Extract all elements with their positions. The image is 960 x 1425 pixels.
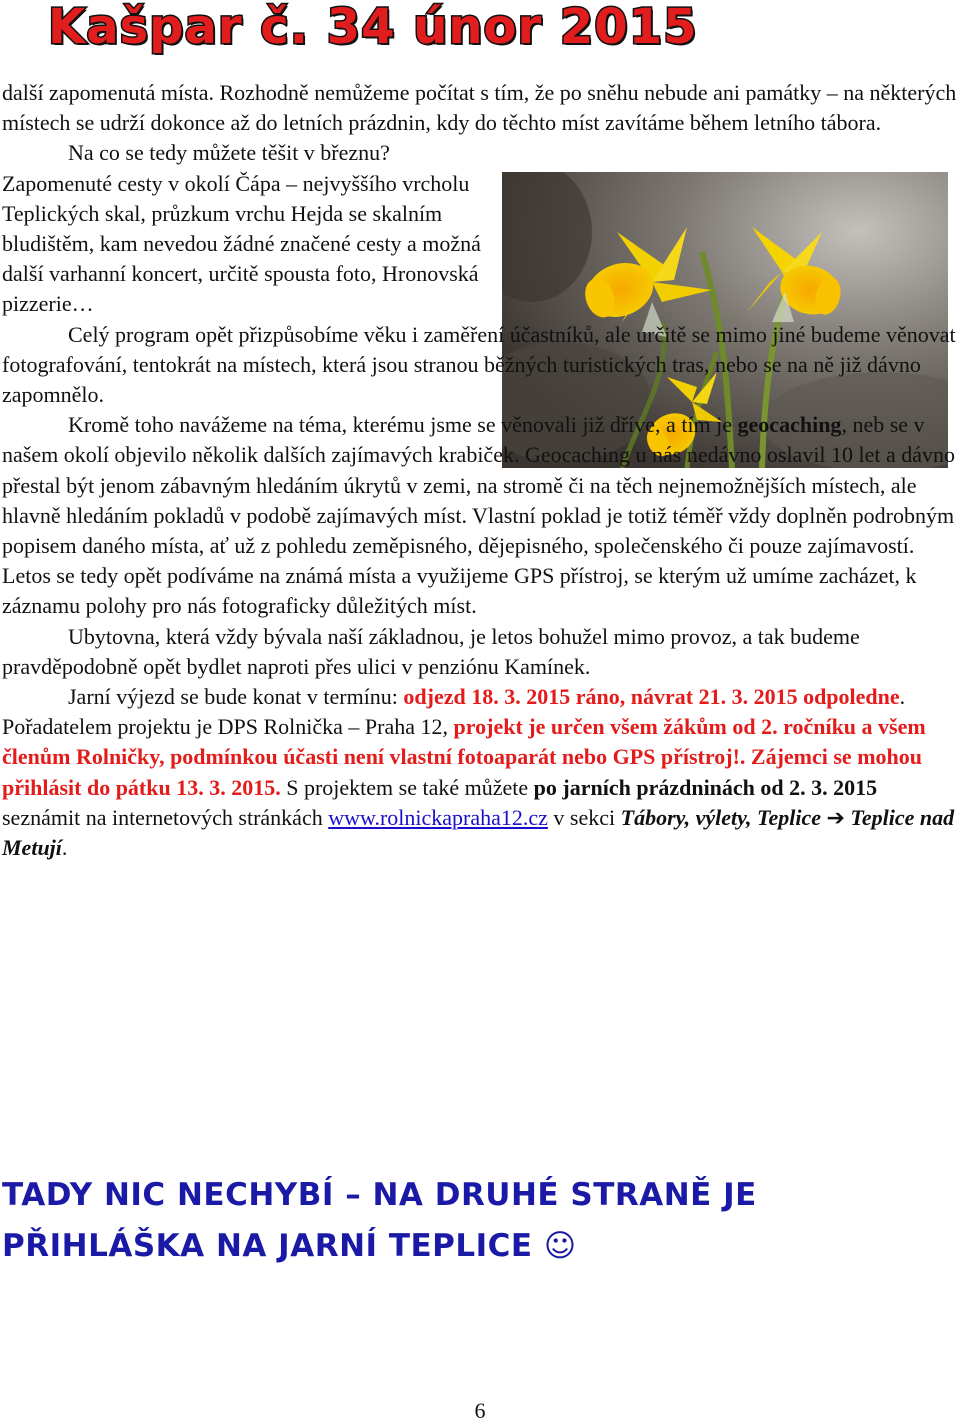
paragraph-program: [2, 320, 960, 411]
article-body: [2, 78, 960, 863]
paragraph-accommodation: Ubytovna, která vždy bývala naší základnou, je letos bohužel mimo provoz, a tak budeme pravděpodobně opět bydlet naproti přes ulici v penziónu Kamínek.: [2, 623, 860, 679]
dates-intro: Jarní výjezd se bude konat v termínu:: [68, 684, 404, 710]
section-subpath: Teplice nad Metují: [2, 804, 955, 861]
arrow-right-icon: ➔: [820, 804, 851, 830]
promo-line-1: TADY NIC NECHYBÍ – NA DRUHÉ STRANĚ JE: [2, 1177, 757, 1213]
project-text: S projektem se také můžete: [280, 774, 534, 800]
website-link[interactable]: www.rolnickapraha12.cz: [328, 804, 548, 830]
paragraph-continuation: další zapomenutá místa. Rozhodně nemůžeme počítat s tím, že po sněhu nebude ani památky – na některých místech se udrží dokonce až do letních prázdnin, kdy do těchto míst zavítáme během letního tábora.: [2, 80, 957, 136]
section-intro: v sekci: [547, 804, 621, 830]
paragraph-geocaching: [2, 410, 960, 621]
website-intro: seznámit na internetových stránkách: [2, 804, 329, 830]
geocaching-text: , neb se v našem okolí objevilo několik dalších zajímavých krabiček. Geocaching u nás nedávno oslavil 10 let a dávno přestal být jenom zábavným hledáním úkrytů v zemi, na stromě či na těch nejnemožnějších místech, ale hlavně hledáním pokladů v podobě zajímavých míst. Vlastní poklad je totiž téměř vždy doplněn podrobným popisem daného místa, ať už z pohledu zeměpisného, dějepisného, společenského či pouze zajímavostí. Letos se tedy opět podíváme na známá místa a využijeme GPS přístroj, se kterým už umíme zacházet, k záznamu polohy pro nás fotograficky důležitých míst.: [2, 412, 956, 619]
application-promo: [2, 1170, 960, 1272]
geocaching-keyword: geocaching: [737, 412, 842, 438]
trip-dates: odjezd 18. 3. 2015 ráno, návrat 21. 3. 2015 odpoledne: [403, 684, 900, 710]
geocaching-intro: Kromě toho navážeme na téma, kterému jsme se věnovali již dříve, a tím je: [68, 412, 738, 438]
section-path: Tábory, výlety, Teplice: [620, 804, 821, 830]
organizer-text: . Pořadatelem projektu je DPS Rolnička – Praha 12,: [2, 684, 906, 740]
promo-line-2: [2, 1221, 960, 1272]
paragraph-question: Na co se tedy můžete těšit v březnu?: [68, 140, 390, 166]
program-text: Celý program opět přizpůsobíme věku i zaměření účastníků, ale určitě se mimo jiné budeme věnovat fotografování, tentokrát na místech, která jsou stranou běžných turistických tras, nebo se na ně již dávno zapomnělo.: [2, 321, 956, 408]
smiley-icon: ☺: [543, 1228, 577, 1264]
page-number: 6: [474, 1398, 486, 1423]
paragraph-dates: [2, 682, 960, 863]
sentence-end: .: [61, 835, 68, 861]
eligibility-notice: projekt je určen všem žákům od 2. ročníku a všem členům Rolničky, podmínkou účasti není vlastní fotoaparát nebo GPS přístroj!. Zájemci se mohou přihlásit do pátku 13. 3. 2015.: [2, 714, 926, 800]
promo-line-2-text: PŘIHLÁŠKA NA JARNÍ TEPLICE: [2, 1228, 533, 1264]
masthead-title: Kašpar č. 34 únor 2015: [48, 0, 698, 55]
paragraph-trip-plan: Zapomenuté cesty v okolí Čápa – nejvyššího vrcholu Teplických skal, průzkum vrchu Hejda se skalním bludištěm, kam nevedou žádné značené cesty a možná další varhanní koncert, určitě spousta foto, Hronovská pizzerie…: [2, 170, 481, 317]
after-holidays-date: po jarních prázdninách od 2. 3. 2015: [533, 774, 878, 800]
